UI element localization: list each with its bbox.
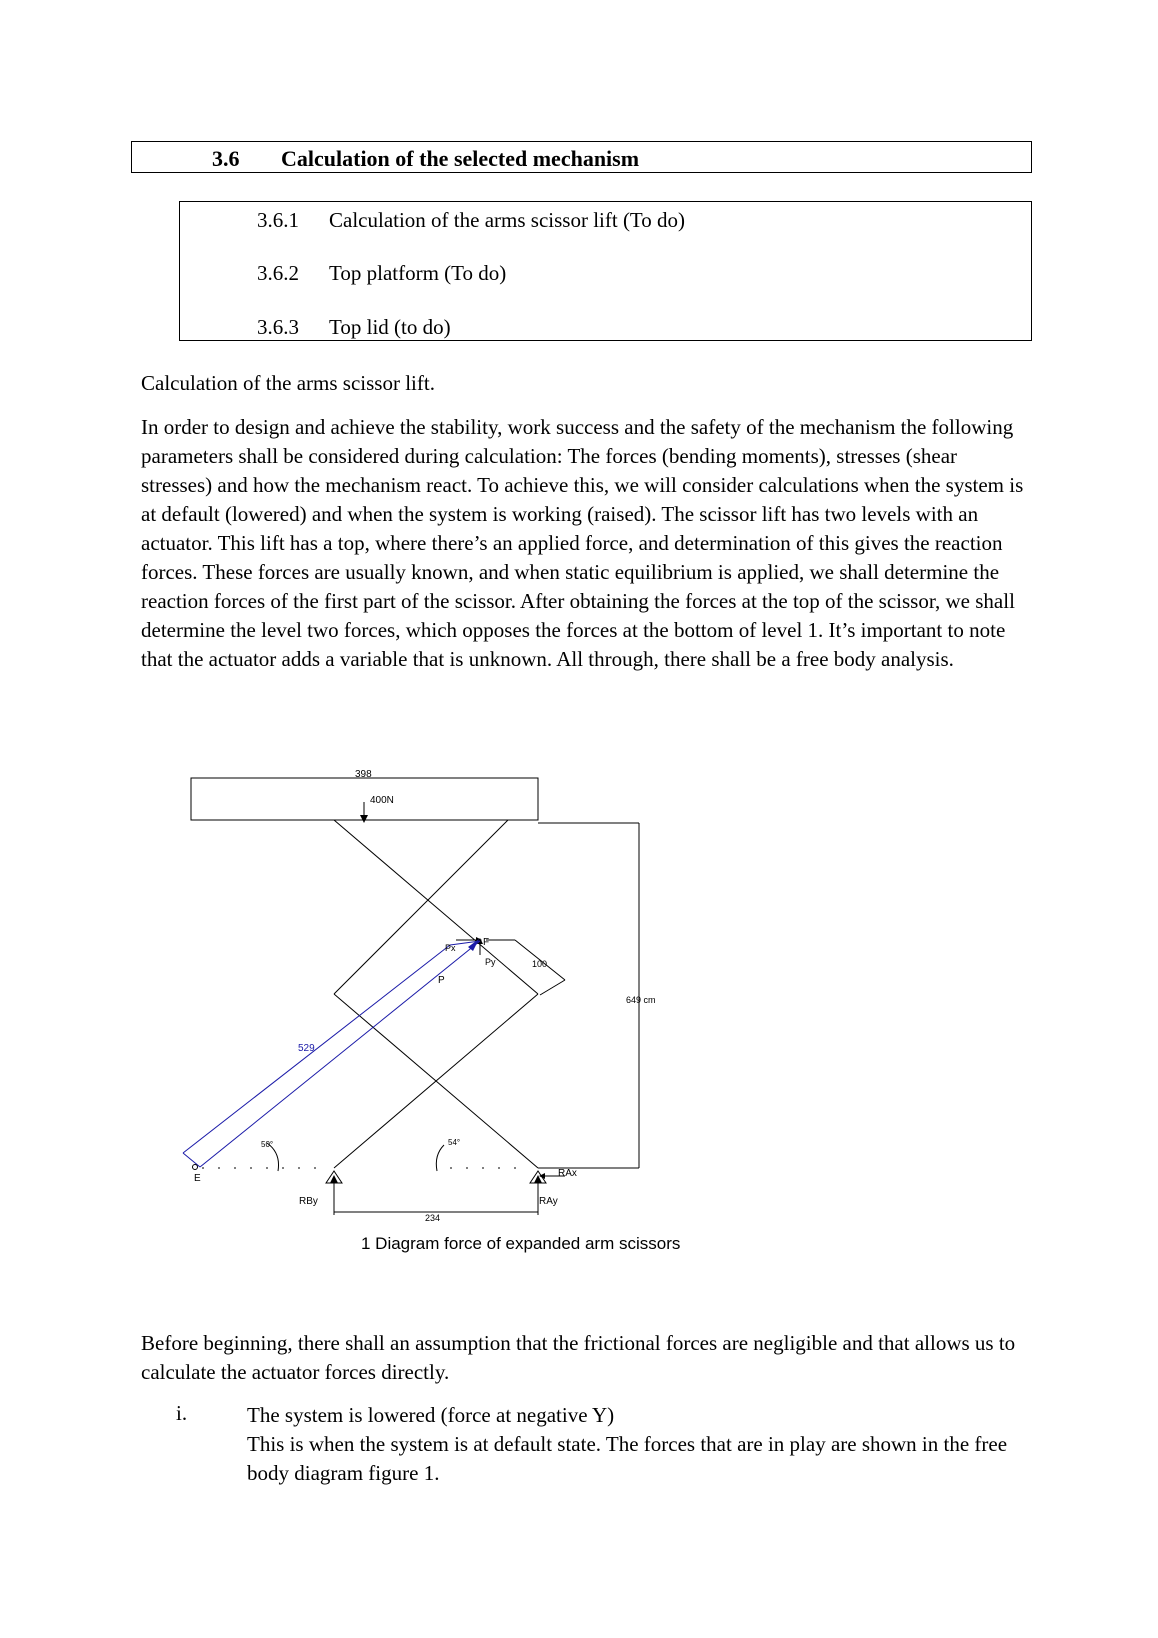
list-marker: i. <box>176 1401 188 1425</box>
actuator-dim-end <box>183 1153 200 1167</box>
arm-label: 100 <box>532 959 548 969</box>
bracket-line-3 <box>540 980 565 995</box>
scissor-arm-upper-1 <box>334 820 538 994</box>
figure-caption: 1 Diagram force of expanded arm scissors <box>361 1234 681 1253</box>
actuator-dim-line <box>183 945 450 1153</box>
height-label: 649 cm <box>626 995 656 1005</box>
actuator-length-label: 529 <box>298 1043 315 1054</box>
list-item-body: This is when the system is at default state. The forces that are in play are shown in the free body diagram figure 1. <box>247 1432 1008 1485</box>
section-title: Calculation of the selected mechanism <box>281 146 640 171</box>
p-label: P <box>438 975 445 986</box>
point-e-marker <box>193 1165 198 1170</box>
subsection-number: 3.6.2 <box>257 261 299 285</box>
ray-label: RAy <box>539 1196 558 1207</box>
angle-arc-right <box>436 1145 444 1171</box>
arrowheads <box>330 815 548 1183</box>
base-label: 234 <box>425 1213 441 1223</box>
point-e-label: E <box>194 1173 201 1184</box>
px-label: Px <box>445 943 456 953</box>
load-label: 400N <box>370 795 394 806</box>
list-item <box>247 1401 1033 1488</box>
subsection-title: Top platform (To do) <box>329 261 507 285</box>
subsection-list-box <box>179 201 1032 341</box>
assumption-paragraph: Before beginning, there shall an assumption that the frictional forces are negligible and that allows us to calculate the actuator forces directly. <box>141 1331 1016 1384</box>
load-arrowhead <box>360 815 368 823</box>
section-number: 3.6 <box>212 146 240 171</box>
angle-left-label: 50° <box>261 1140 274 1149</box>
width-label: 398 <box>355 769 372 780</box>
subsection-number: 3.6.1 <box>257 208 299 232</box>
rby-label: RBy <box>299 1196 318 1207</box>
diagram-lines <box>191 778 639 1215</box>
subsection-title: Top lid (to do) <box>329 315 451 339</box>
subsection-title: Calculation of the arms scissor lift (To do) <box>329 208 686 232</box>
rax-label: RAx <box>558 1168 577 1179</box>
intro-line: Calculation of the arms scissor lift. <box>141 371 435 395</box>
rby-arrowhead <box>330 1175 338 1183</box>
point-f-label: F <box>483 937 490 948</box>
actuator-lines <box>183 941 480 1167</box>
subsection-number: 3.6.3 <box>257 315 299 339</box>
py-label: Py <box>485 957 496 967</box>
angle-right-label: 54° <box>448 1138 461 1147</box>
main-paragraph: In order to design and achieve the stability, work success and the safety of the mechanism the following parameters shall be considered during calculation: The forces (bending moments), stresses (shear stresses) and how the mechanism react. To achieve this, we will consider calculations when the system is at default (lowered) and when the system is working (raised). The scissor lift has two levels with an actuator. This lift has a top, where there’s an applied force, and determination of this gives the reaction forces. These forces are usually known, and when static equilibrium is applied, we shall determine the reaction forces of the first part of the scissor. After obtaining the forces at the top of the scissor, we shall determine the level two forces, which opposes the forces at the bottom of level 1. It’s important to note that the actuator adds a variable that is unknown. All through, there shall be a free body analysis. <box>141 415 1024 671</box>
section-heading-box <box>131 141 1032 173</box>
scissor-force-diagram <box>150 765 670 1225</box>
list-item-title: The system is lowered (force at negative Y) <box>247 1403 615 1427</box>
